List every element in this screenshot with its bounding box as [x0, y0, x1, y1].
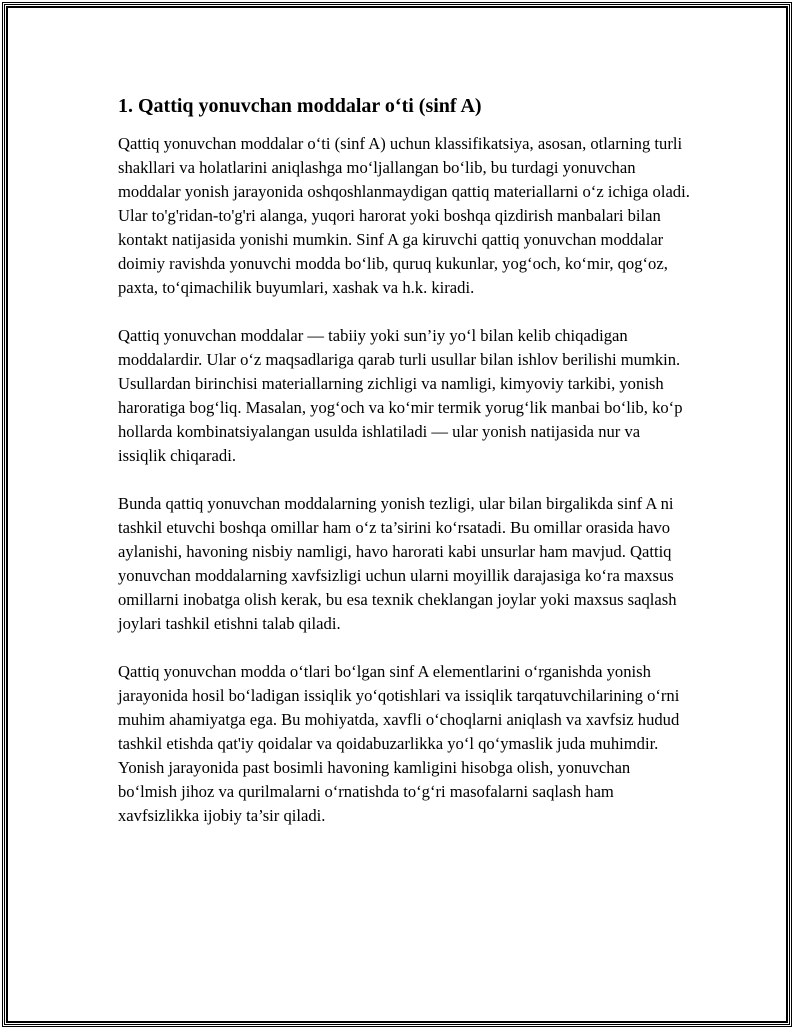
section-heading: 1. Qattiq yonuvchan moddalar o‘ti (sinf A): [118, 95, 482, 117]
paragraph-1: Qattiq yonuvchan moddalar o‘ti (sinf A) uchun klassifikatsiya, asosan, otlarning turli shakllari va holatlarini aniqlashga mo‘ljallangan bo‘lib, bu turdagi yonuvchan moddalar yonish jarayonida oshqoshlanmaydigan qattiq materiallarni o‘z ichiga oladi. Ular to'g'ridan-to'g'ri alanga, yuqori harorat yoki boshqa qizdirish manbalari bilan kontakt natijasida yonishi mumkin. Sinf A ga kiruvchi qattiq yonuvchan moddalar doimiy ravishda yonuvchi modda bo‘lib, quruq kukunlar, yog‘och, ko‘mir, qog‘oz, paxta, to‘qimachilik buyumlari, xashak va h.k. kiradi.: [118, 134, 690, 297]
paragraph-4: Qattiq yonuvchan modda o‘tlari bo‘lgan sinf A elementlarini o‘rganishda yonish jarayonida hosil bo‘ladigan issiqlik yo‘qotishlari va issiqlik tarqatuvchilarining o‘rni muhim ahamiyatga ega. Bu mohiyatda, xavfli o‘choqlarni aniqlash va xavfsiz hudud tashkil etishda qat'iy qoidalar va qoidabuzarlikka yo‘l qo‘ymaslik juda muhimdir. Yonish jarayonida past bosimli havoning kamligini hisobga olish, yonuvchan bo‘lmish jihoz va qurilmalarni o‘rnatishda to‘g‘ri masofalarni saqlash ham xavfsizlikka ijobiy ta’sir qiladi.: [118, 662, 680, 825]
paragraph-3: Bunda qattiq yonuvchan moddalarning yonish tezligi, ular bilan birgalikda sinf A ni tashkil etuvchi boshqa omillar ham o‘z ta’sirini ko‘rsatadi. Bu omillar orasida havo aylanishi, havoning nisbiy namligi, havo harorati kabi unsurlar ham mavjud. Qattiq yonuvchan moddalarning xavfsizligi uchun ularni moyillik darajasiga ko‘ra maxsus omillarni inobatga olish kerak, bu esa texnik cheklangan joylar yoki maxsus saqlash joylari tashkil etishni talab qiladi.: [118, 494, 677, 633]
paragraph-2: Qattiq yonuvchan moddalar — tabiiy yoki sun’iy yo‘l bilan kelib chiqadigan moddalardir. Ular o‘z maqsadlariga qarab turli usullar bilan ishlov berilishi mumkin. Usullardan birinchisi materiallarning zichligi va namligi, kimyoviy tarkibi, yonish haroratiga bog‘liq. Masalan, yog‘och va ko‘mir termik yorug‘lik manbai bo‘lib, ko‘p hollarda kombinatsiyalangan usulda ishlatiladi — ular yonish natijasida nur va issiqlik chiqaradi.: [118, 326, 683, 465]
document-body: [118, 92, 690, 852]
